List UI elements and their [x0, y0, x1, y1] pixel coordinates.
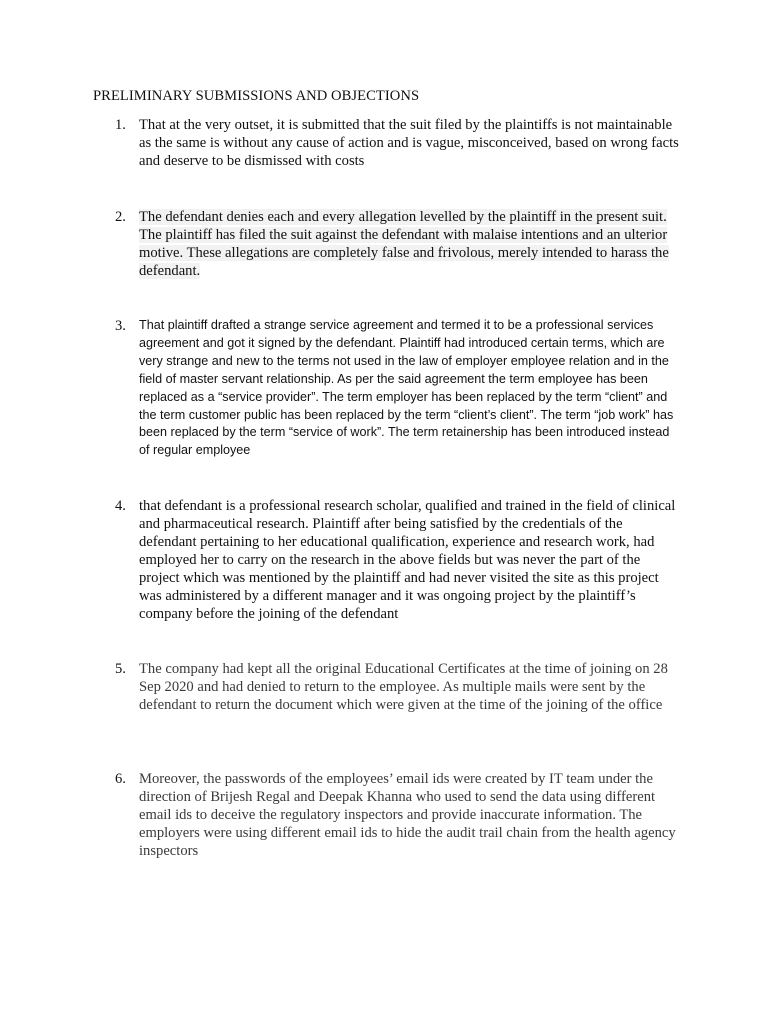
item-text: That plaintiff drafted a strange service agreement and termed it to be a professional services agreement and got it signed by the defendant. Plaintiff had introduced certain terms, which are very strange and new to the terms not used in the law of employer employee relation and in the field of master servant relationship. As per the said agreement the term employee has been replaced as a “service provider”. The term employer has been replaced by the term “client” and the term customer public has been replaced by the term “client’s client”. The term “job work” has been replaced by the term “service of work”. The term retainership has been introduced instead of regular employee — [139, 318, 674, 458]
section-heading: PRELIMINARY SUBMISSIONS AND OBJECTIONS — [93, 88, 420, 104]
highlighted-text: The defendant denies each and every allegation levelled by the plaintiff in the present suit. The plaintiff has filed the suit against the defendant with malaise intentions and an ulterior motive. These allegations are completely false and frivolous, merely intended to harass the defendant. — [139, 209, 669, 279]
item-text — [139, 208, 679, 280]
item-number: 5. — [115, 661, 126, 677]
item-number: 6. — [115, 771, 126, 787]
item-number: 1. — [115, 117, 126, 133]
item-number: 2. — [115, 209, 126, 225]
item-text: The company had kept all the original Educational Certificates at the time of joining on 28 Sep 2020 and had denied to return to the employee. As multiple mails were sent by the defendant to return the document which were given at the time of the joining of the office — [139, 661, 668, 713]
item-text: Moreover, the passwords of the employees’ email ids were created by IT team under the direction of Brijesh Regal and Deepak Khanna who used to send the data using different email ids to deceive the regulatory inspectors and provide inaccurate information. The employers were using different email ids to hide the audit trail chain from the health agency inspectors — [139, 771, 676, 859]
item-number: 4. — [115, 498, 126, 514]
item-text: that defendant is a professional research scholar, qualified and trained in the field of clinical and pharmaceutical research. Plaintiff after being satisfied by the credentials of the defendant pertaining to her educational qualification, experience and research work, had employed her to carry on the research in the above fields but was never the part of the project which was mentioned by the plaintiff and had never visited the site as this project was administered by a different manager and it was ongoing project by the plaintiff’s company before the joining of the defendant — [139, 498, 676, 622]
item-number: 3. — [115, 318, 126, 334]
item-text: That at the very outset, it is submitted that the suit filed by the plaintiffs is not maintainable as the same is without any cause of action and is vague, misconceived, based on wrong facts and deserve to be dismissed with costs — [139, 117, 679, 169]
